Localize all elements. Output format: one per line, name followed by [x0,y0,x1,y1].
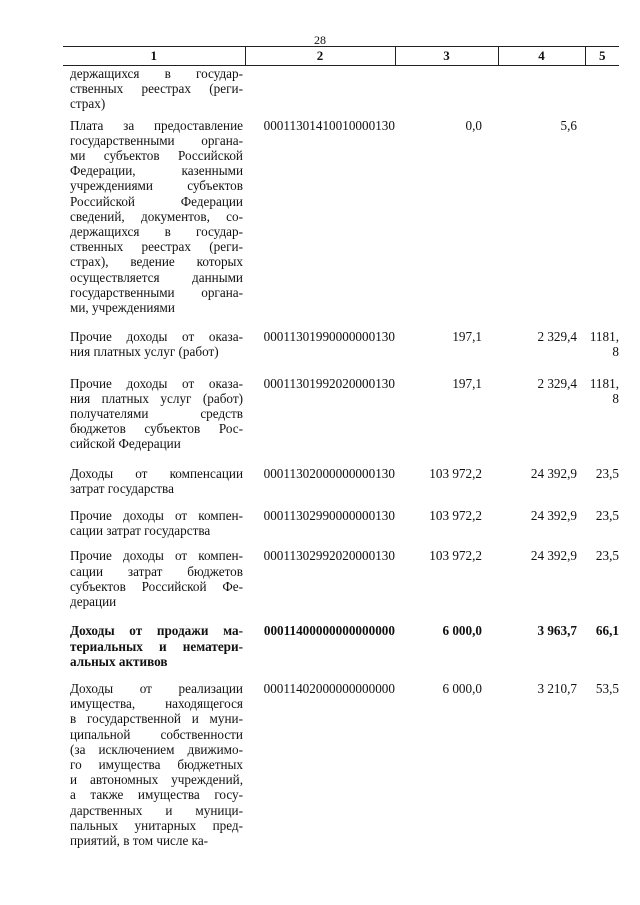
table-body [63,66,619,861]
row-actual-value: 2 329,4 [537,375,577,391]
row-spacer [63,315,619,329]
row-name-line: пальных унитарных пред- [70,817,243,833]
row-name-line: ния платных услуг (работ) [70,390,243,406]
row-percent-value: 1181,8 [589,375,619,406]
row-name-line: (за исключением движимо- [70,741,243,757]
row-spacer-cell [63,360,619,376]
row-planned-value: 6 000,0 [442,623,482,639]
table-row [63,118,619,316]
row-spacer [63,360,619,376]
row-spacer-cell [63,496,619,508]
row-spacer-cell [63,669,619,681]
row-actual-value: 3 963,7 [537,623,577,639]
row-name-line: ципальной собственности [70,726,243,742]
row-code-cell [245,66,395,112]
row-name-line: ственных реестрах (реги- [70,239,243,255]
row-name-cell [63,508,245,538]
row-percent-value: 1181,8 [589,329,619,360]
row-name-line: сведений, документов, со- [70,208,243,224]
page-number: 28 [314,33,326,47]
row-planned-value: 103 972,2 [429,548,482,564]
row-name-line: имущества, находящегося [70,696,243,712]
row-name-cell [63,548,245,609]
row-code-cell: 00011302992020000130 [263,548,395,564]
row-name-line: альных активов [70,653,168,669]
row-spacer-cell [63,848,619,860]
row-name-line: получателями средств [70,406,243,422]
row-name-line: ми, учреждениями [70,300,175,316]
column-header-4: 4 [498,47,585,66]
revenue-table [63,46,619,860]
row-name-line: государственными органа- [70,284,243,300]
row-spacer-cell [63,315,619,329]
table-row [63,466,619,496]
row-name-line: Доходы от продажи ма- [70,623,243,639]
row-name-line: учреждениями субъектов [70,178,243,194]
row-spacer [63,669,619,681]
row-name-line: го имущества бюджетных [70,756,243,772]
row-name-line: дерации [70,594,117,610]
row-name-cell [63,376,245,452]
row-name-line: страх), ведение которых [70,254,243,270]
row-name-line: субъектов Российской Фе- [70,578,243,594]
row-actual-value [498,66,585,112]
row-name-line: Прочие доходы от оказа- [70,329,243,345]
table-row [63,376,619,452]
table-row [63,548,619,609]
row-planned-value: 197,1 [452,329,482,345]
row-name-line: Доходы от компенсации [70,465,243,481]
column-header-1: 1 [63,47,245,66]
row-name-cell [63,681,245,848]
row-name-line: сийской Федерации [70,436,181,452]
table-row [63,329,619,359]
row-name-line: Прочие доходы от оказа- [70,375,243,391]
row-spacer [63,609,619,623]
column-header-5: 5 [585,47,619,66]
row-percent-value: 23,5 [595,508,619,524]
row-name-line: затрат государства [70,480,174,496]
table-row [63,508,619,538]
row-name-cell [63,466,245,496]
row-name-line: ния платных услуг (работ) [70,344,219,360]
row-spacer-cell [63,452,619,466]
row-percent-value: 53,5 [595,680,619,696]
row-planned-value: 103 972,2 [429,465,482,481]
row-name-line: сации затрат бюджетов [70,563,243,579]
row-name-line: государственными органа- [70,132,243,148]
row-name-line: и автономных учреждений, [70,772,243,788]
table-row [63,623,619,669]
row-name-line: териальных и нематери- [70,638,243,654]
row-percent-value: 23,5 [595,465,619,481]
row-name-line: Федерации, казенными [70,163,243,179]
row-code-cell: 00011301410010000130 [263,117,395,133]
revenue-table-container [63,46,619,860]
row-actual-value: 2 329,4 [537,329,577,345]
row-name-line: Прочие доходы от компен- [70,508,243,524]
row-actual-value: 24 392,9 [530,548,577,564]
row-code-cell: 00011400000000000000 [263,623,395,639]
column-header-2: 2 [245,47,395,66]
row-name-line: Плата за предоставление [70,117,243,133]
column-header-3: 3 [395,47,498,66]
row-name-line: держащихся в государ- [70,66,243,81]
row-name-line: Доходы от реализации [70,680,243,696]
row-name-cell [63,66,245,112]
row-name-line: Российской Федерации [70,193,243,209]
row-name-line: страх) [70,96,106,112]
row-name-line: Прочие доходы от компен- [70,548,243,564]
row-code-cell: 00011302990000000130 [263,508,395,524]
row-name-line: приятий, в том числе ка- [70,832,209,848]
row-percent-value [585,118,619,316]
row-actual-value: 24 392,9 [530,465,577,481]
row-name-line: ственных реестрах (реги- [70,81,243,97]
row-name-line: держащихся в государ- [70,224,243,240]
row-name-cell [63,623,245,669]
row-name-line: ми субъектов Российской [70,148,243,164]
row-name-cell [63,329,245,359]
table-row [63,66,619,112]
row-spacer [63,452,619,466]
row-name-line: осуществляется данными [70,269,243,285]
row-planned-value: 103 972,2 [429,508,482,524]
row-name-line: дарственных и муници- [70,802,243,818]
row-planned-value: 6 000,0 [442,680,482,696]
row-spacer [63,496,619,508]
row-code-cell: 00011402000000000000 [263,680,395,696]
row-planned-value: 0,0 [465,117,482,133]
row-actual-value: 5,6 [560,117,577,133]
row-actual-value: 24 392,9 [530,508,577,524]
row-spacer [63,538,619,548]
row-percent-value: 66,1 [595,623,619,639]
row-planned-value [395,66,498,112]
row-name-line: а также имущества госу- [70,787,243,803]
table-header-row [63,47,619,66]
row-name-line: сации затрат государства [70,523,211,539]
row-name-line: в государственной и муни- [70,711,243,727]
row-spacer [63,848,619,860]
table-row [63,681,619,848]
row-name-cell [63,118,245,316]
row-code-cell: 00011302000000000130 [263,465,395,481]
row-code-cell: 00011301990000000130 [263,329,395,345]
row-code-cell: 00011301992020000130 [263,375,395,391]
row-spacer-cell [63,538,619,548]
row-planned-value: 197,1 [452,375,482,391]
row-percent-value: 23,5 [595,548,619,564]
row-actual-value: 3 210,7 [537,680,577,696]
row-spacer-cell [63,609,619,623]
row-name-line: бюджетов субъектов Рос- [70,421,243,437]
row-percent-value [585,66,619,112]
